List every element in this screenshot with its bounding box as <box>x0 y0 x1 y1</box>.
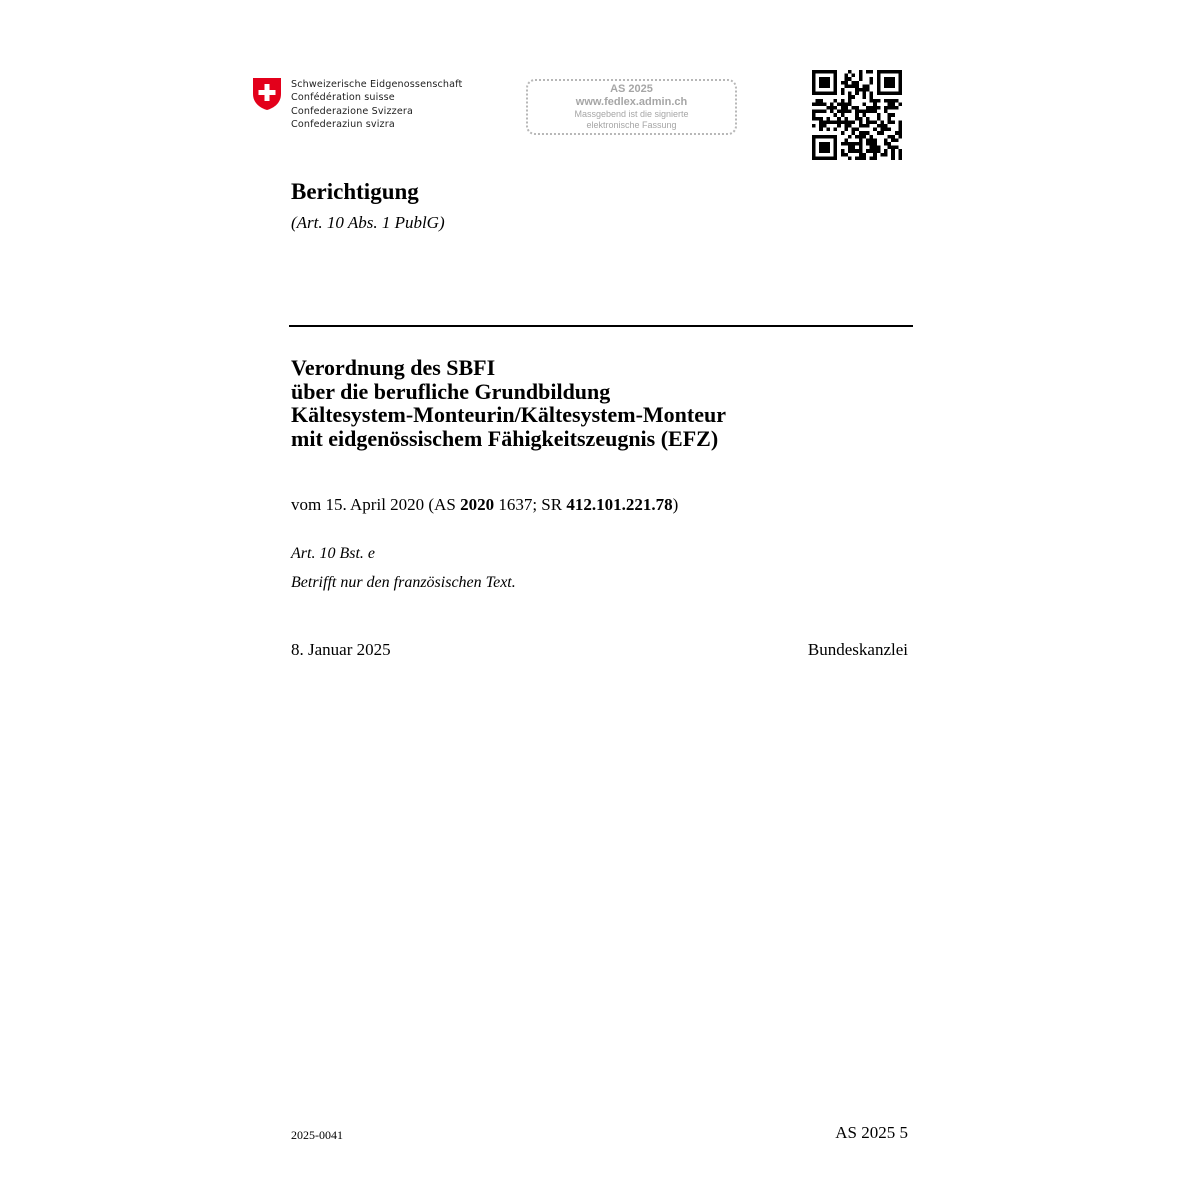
qr-code-icon <box>812 70 902 160</box>
signature-date: 8. Januar 2025 <box>291 640 391 659</box>
decree-title-line: Kältesystem-Monteurin/Kältesystem-Monteur <box>291 402 727 427</box>
document-number: 2025-0041 <box>291 1128 343 1142</box>
stamp-line-1: AS 2025 <box>610 83 653 95</box>
confederation-names <box>291 78 462 132</box>
correction-note: Betrifft nur den französischen Text. <box>291 574 516 591</box>
article-reference: Art. 10 Bst. e <box>291 545 375 562</box>
confed-name-it: Confederazione Svizzera <box>291 105 414 117</box>
swiss-coat-of-arms-icon <box>252 77 282 111</box>
page-reference: AS 2025 5 <box>835 1123 908 1142</box>
decree-title <box>291 356 726 450</box>
decree-title-line: mit eidgenössischem Fähigkeitszeugnis (EFZ) <box>291 425 719 451</box>
date-ref-suffix: ) <box>672 495 679 514</box>
decree-title-line: über die berufliche Grundbildung <box>291 378 611 404</box>
horizontal-rule <box>289 325 913 327</box>
decree-date-reference <box>291 495 678 515</box>
signature-authority: Bundeskanzlei <box>807 640 908 659</box>
as-year: 2020 <box>460 495 495 514</box>
date-ref-middle: 1637; SR <box>494 495 567 514</box>
confed-name-fr: Confédération suisse <box>291 92 395 104</box>
decree-title-line: Verordnung des SBFI <box>291 355 496 380</box>
confed-name-rm: Confederaziun svizra <box>291 119 395 131</box>
stamp-line-3: Massgebend ist die signierte <box>574 109 689 119</box>
stamp-line-2: www.fedlex.admin.ch <box>575 96 688 108</box>
correction-title: Berichtigung <box>291 179 419 204</box>
correction-subtitle: (Art. 10 Abs. 1 PublG) <box>291 213 445 232</box>
fedlex-stamp <box>526 79 737 135</box>
date-ref-prefix: vom 15. April 2020 (AS <box>291 495 461 514</box>
confed-name-de: Schweizerische Eidgenossenschaft <box>291 79 463 90</box>
sr-number: 412.101.221.78 <box>566 495 673 514</box>
stamp-line-4: elektronische Fassung <box>586 120 677 130</box>
